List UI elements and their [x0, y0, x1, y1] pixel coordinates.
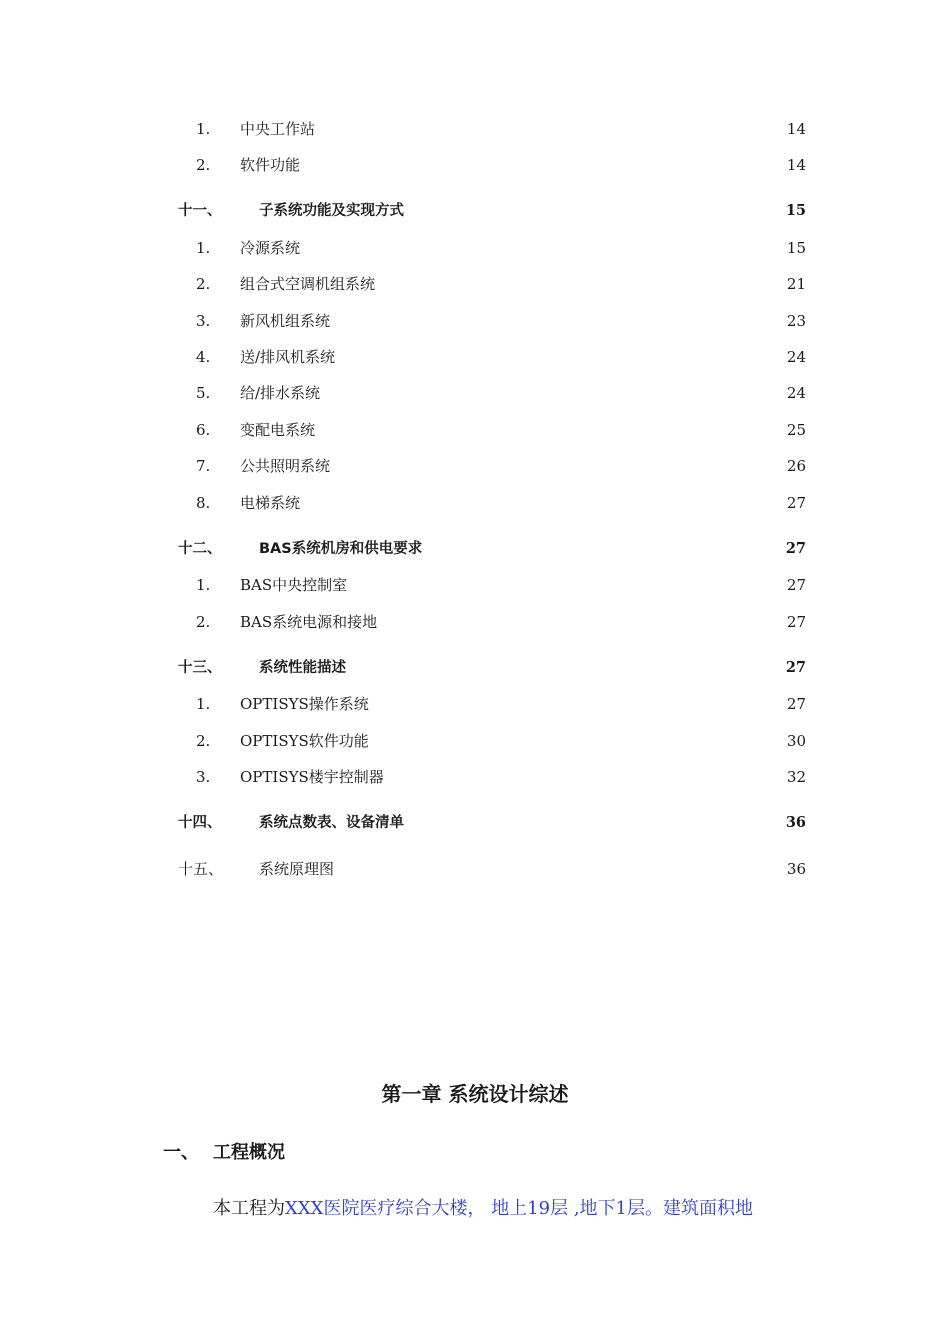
- toc-entry-page: 32: [786, 768, 806, 786]
- toc-entry[interactable]: [0, 272, 950, 296]
- toc-entry-page: 26: [786, 457, 806, 475]
- toc-entry-title: 系统原理图: [259, 860, 335, 878]
- toc-entry-title: OPTISYS软件功能: [240, 732, 369, 750]
- toc-entry[interactable]: [0, 236, 950, 260]
- toc-entry-title: 冷源系统: [240, 239, 301, 257]
- toc-entry[interactable]: [0, 454, 950, 478]
- toc-entry-number: 2.: [196, 275, 211, 293]
- toc-section-entry[interactable]: [0, 857, 950, 881]
- toc-entry-title: BAS中央控制室: [240, 576, 348, 594]
- toc-entry-title: BAS系统机房和供电要求: [259, 541, 423, 557]
- toc-entry-title: OPTISYS楼宇控制器: [240, 768, 384, 786]
- toc-entry-page: 36: [785, 814, 806, 831]
- toc-entry-number: 1.: [196, 695, 211, 713]
- toc-entry-page: 14: [786, 156, 806, 174]
- toc-entry-number: 2.: [196, 156, 211, 174]
- section-title: 工程概况: [213, 1142, 285, 1163]
- paragraph-highlight: 地上19层 ,地下1层。建筑面积地: [491, 1198, 753, 1219]
- toc-entry-title: 系统点数表、设备清单: [259, 815, 404, 831]
- toc-entry-title: BAS系统电源和接地: [240, 613, 378, 631]
- toc-entry-number: 3.: [196, 768, 211, 786]
- toc-entry-page: 27: [786, 613, 806, 631]
- toc-entry-title: 系统性能描述: [259, 660, 346, 676]
- toc-entry[interactable]: [0, 573, 950, 597]
- toc-entry-number: 2.: [196, 613, 211, 631]
- toc-entry-number: 1.: [196, 576, 211, 594]
- toc-entry-title: 电梯系统: [240, 494, 301, 512]
- toc-entry[interactable]: [0, 153, 950, 177]
- toc-section-entry[interactable]: [0, 811, 950, 835]
- toc-entry-number: 十三、: [178, 660, 222, 676]
- toc-entry-page: 25: [786, 421, 806, 439]
- toc-entry-number: 5.: [196, 384, 211, 402]
- toc-entry-page: 24: [786, 348, 806, 366]
- toc-entry-number: 十二、: [178, 541, 222, 557]
- toc-entry-title: 新风机组系统: [240, 312, 331, 330]
- chapter-title: 第一章 系统设计综述: [381, 1082, 569, 1106]
- toc-entry-page: 27: [786, 494, 806, 512]
- toc-entry-number: 十一、: [178, 203, 222, 219]
- section-number: 一、: [163, 1142, 199, 1163]
- toc-entry-number: 7.: [196, 457, 211, 475]
- toc-entry-title: 中央工作站: [240, 120, 316, 138]
- toc-entry[interactable]: [0, 418, 950, 442]
- toc-entry[interactable]: [0, 610, 950, 634]
- toc-entry-page: 27: [786, 576, 806, 594]
- toc-entry-page: 30: [786, 732, 806, 750]
- toc-entry-page: 27: [785, 540, 806, 557]
- toc-entry-number: 十五、: [178, 860, 224, 878]
- paragraph-highlight: XXX医院医疗综合大楼，: [285, 1198, 486, 1219]
- toc-entry-title: 送/排风机系统: [240, 348, 336, 366]
- toc-section-entry[interactable]: [0, 199, 950, 223]
- toc-entry-number: 十四、: [178, 815, 222, 831]
- toc-entry[interactable]: [0, 765, 950, 789]
- toc-entry-title: 给/排水系统: [240, 384, 321, 402]
- toc-entry-title: 子系统功能及实现方式: [259, 203, 404, 219]
- toc-entry[interactable]: [0, 345, 950, 369]
- toc-section-entry[interactable]: [0, 656, 950, 680]
- toc-entry-page: 27: [786, 695, 806, 713]
- toc-section-entry[interactable]: [0, 537, 950, 561]
- toc-entry-title: 软件功能: [240, 156, 301, 174]
- toc-entry-number: 1.: [196, 239, 211, 257]
- toc-entry[interactable]: [0, 381, 950, 405]
- toc-entry[interactable]: [0, 729, 950, 753]
- toc-entry-page: 15: [786, 239, 806, 257]
- toc-entry-page: 15: [785, 202, 806, 219]
- toc-entry-number: 4.: [196, 348, 211, 366]
- toc-entry-number: 2.: [196, 732, 211, 750]
- paragraph-lead: 本工程为: [213, 1198, 285, 1219]
- toc-entry-title: 公共照明系统: [240, 457, 331, 475]
- toc-entry-number: 6.: [196, 421, 211, 439]
- toc-entry-page: 24: [786, 384, 806, 402]
- toc-entry-number: 1.: [196, 120, 211, 138]
- toc-entry[interactable]: [0, 117, 950, 141]
- toc-entry-page: 14: [786, 120, 806, 138]
- toc-entry-page: 21: [786, 275, 806, 293]
- toc-entry-number: 3.: [196, 312, 211, 330]
- toc-entry[interactable]: [0, 491, 950, 515]
- toc-entry-page: 27: [785, 659, 806, 676]
- toc-entry-page: 36: [786, 860, 806, 878]
- body-paragraph: [213, 1194, 813, 1220]
- toc-entry[interactable]: [0, 692, 950, 716]
- toc-entry-title: OPTISYS操作系统: [240, 695, 369, 713]
- toc-entry-number: 8.: [196, 494, 211, 512]
- toc-entry-page: 23: [786, 312, 806, 330]
- toc-entry-title: 变配电系统: [240, 421, 316, 439]
- toc-entry-title: 组合式空调机组系统: [240, 275, 376, 293]
- toc-entry[interactable]: [0, 309, 950, 333]
